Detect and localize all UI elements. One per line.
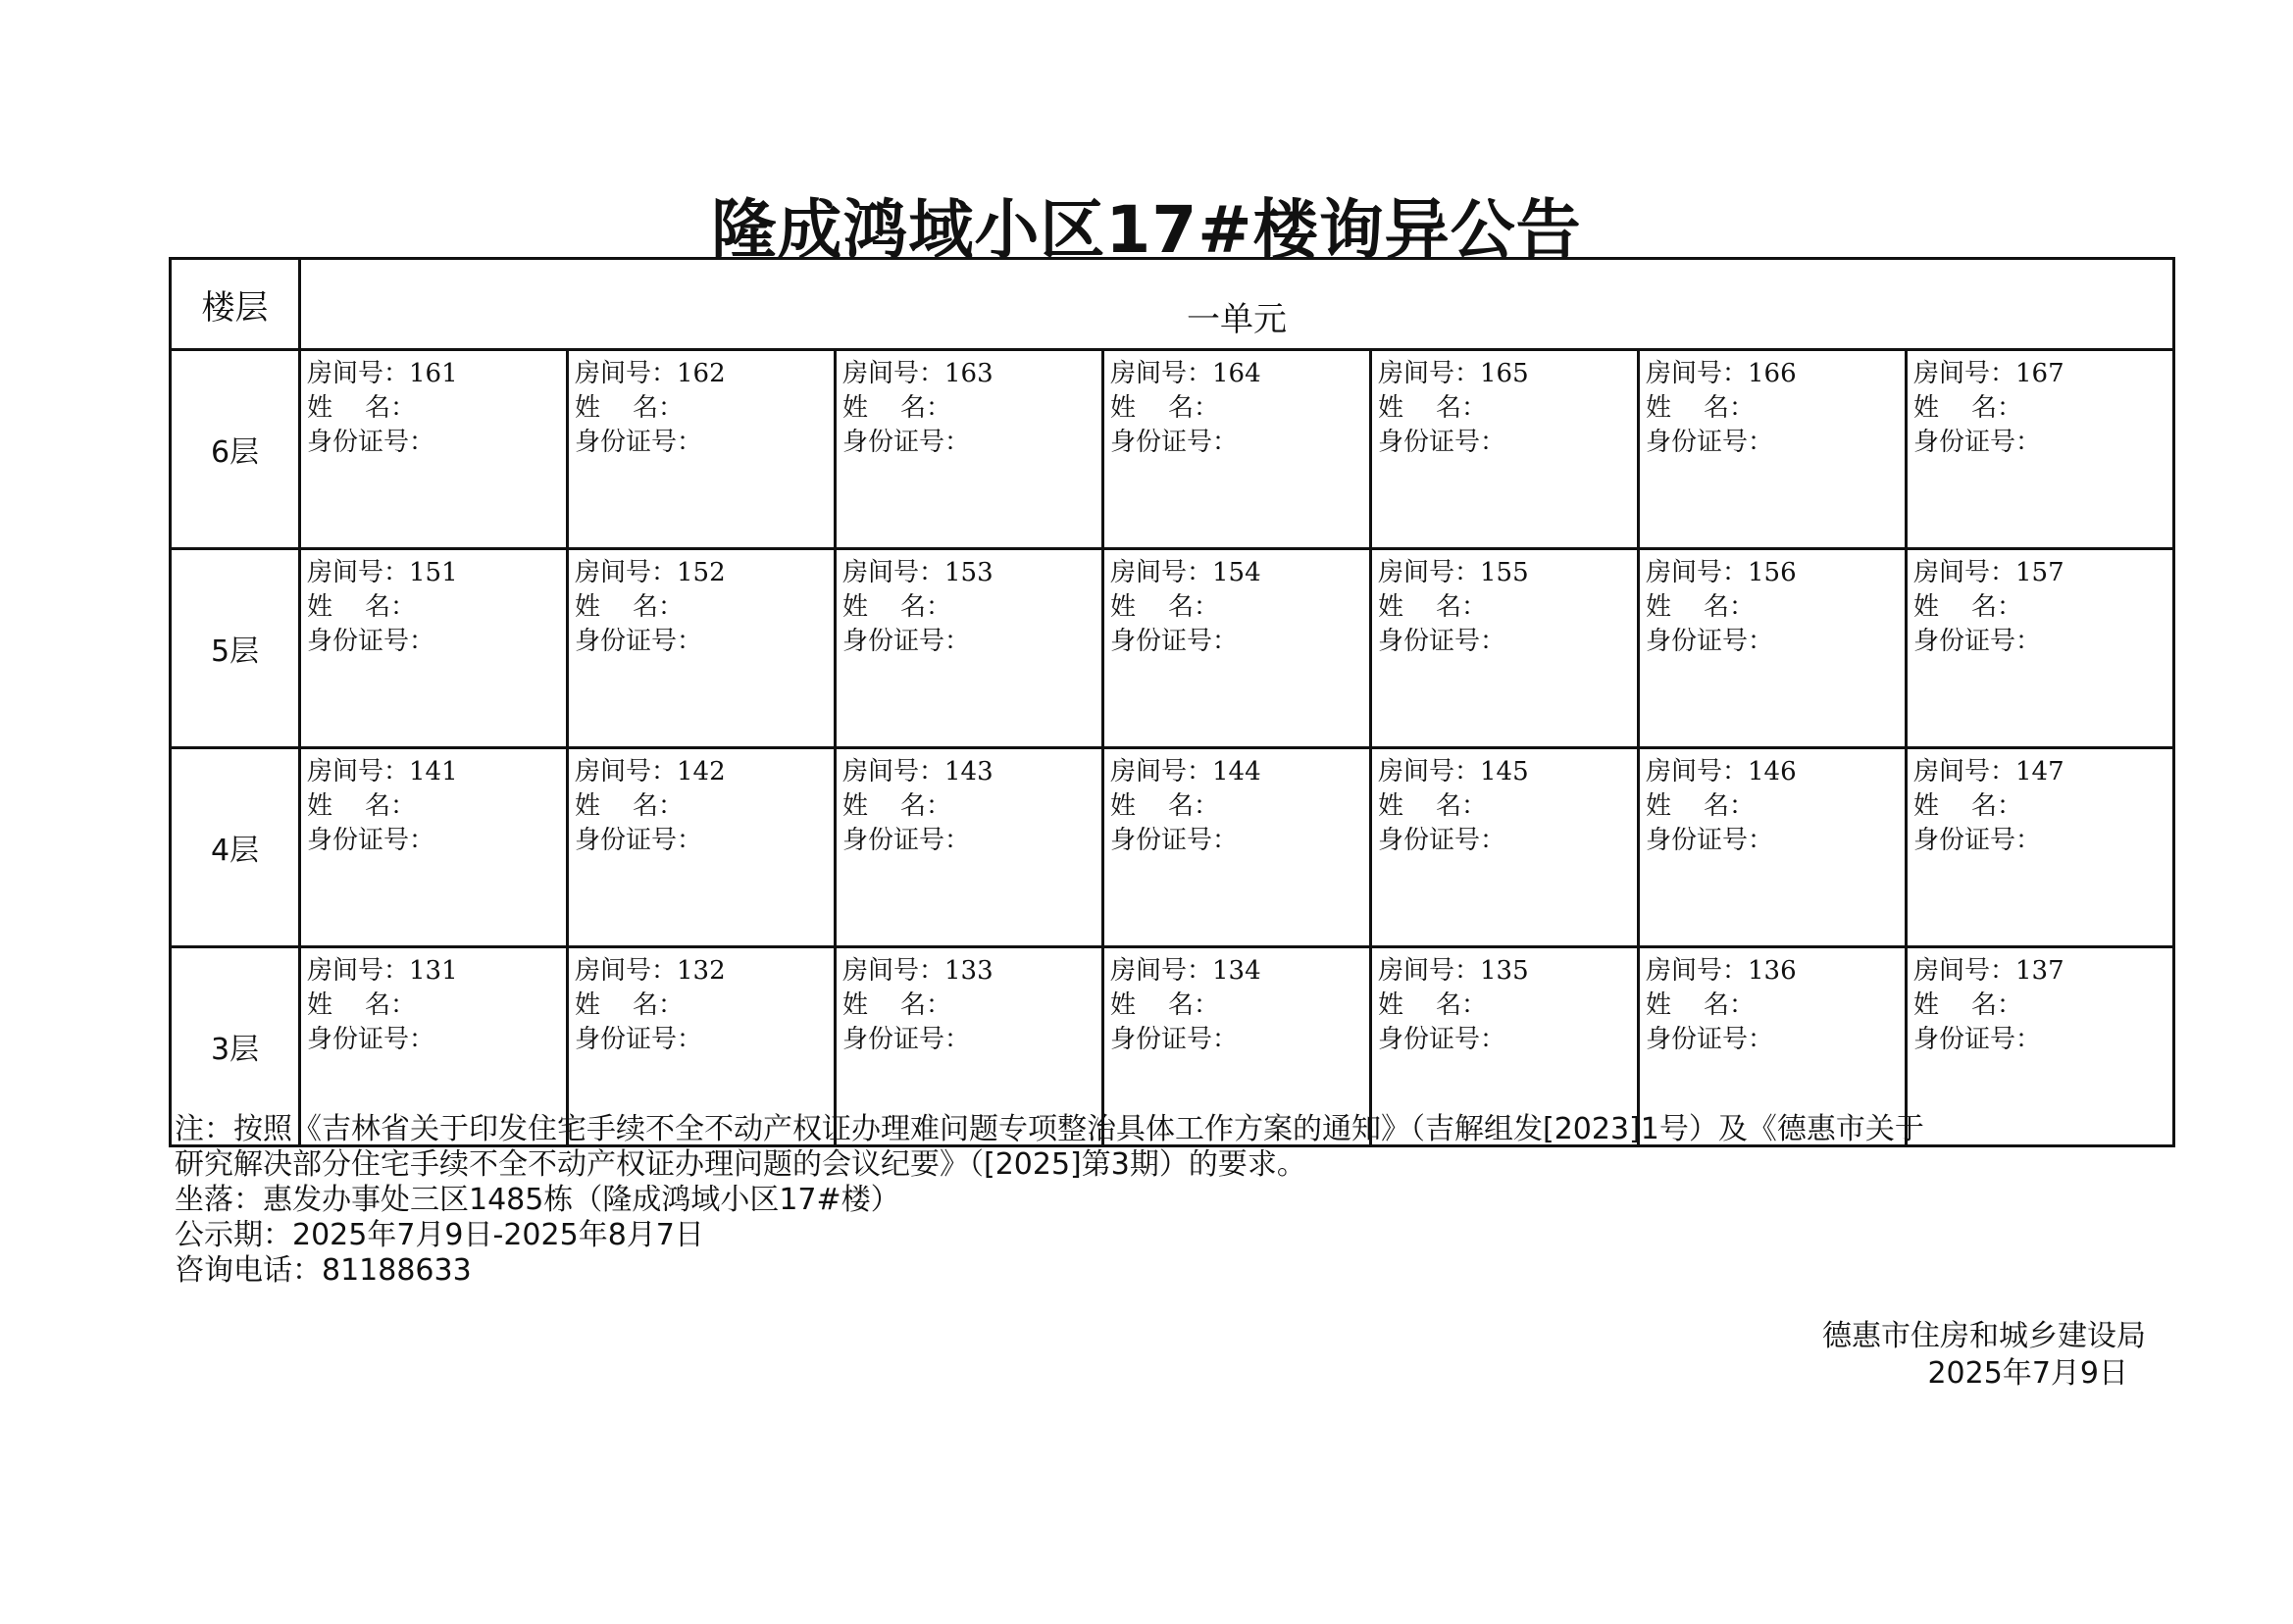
name-label: 姓 名： [842, 990, 952, 1020]
name-label: 姓 名： [1646, 393, 1756, 423]
room-number-label: 房间号： [1110, 757, 1213, 787]
table-body [171, 350, 2174, 1146]
table-row [171, 350, 2174, 549]
phone-note: 咨询电话：81188633 [175, 1253, 472, 1288]
room-cell [836, 350, 1103, 549]
room-cell [1639, 350, 1907, 549]
room-number-line [1378, 556, 1631, 590]
room-number-line [1378, 954, 1631, 989]
name-label: 姓 名： [1378, 393, 1488, 423]
floor-label: 5层 [171, 549, 300, 748]
name-label: 姓 名： [1110, 990, 1220, 1020]
id-number-label: 身份证号： [1110, 627, 1239, 656]
room-number-label: 房间号： [575, 757, 678, 787]
room-number-label: 房间号： [575, 956, 678, 986]
room-number-value: 146 [1748, 757, 1797, 787]
room-cell [836, 549, 1103, 748]
id-number-label: 身份证号： [307, 627, 435, 656]
room-cell [1639, 549, 1907, 748]
room-number-line [575, 755, 828, 789]
id-number-label: 身份证号： [842, 826, 971, 855]
table-row [171, 549, 2174, 748]
room-number-value: 154 [1212, 558, 1261, 587]
room-number-value: 163 [944, 359, 994, 388]
name-label: 姓 名： [842, 791, 952, 821]
location-note: 坐落：惠发办事处三区1485栋（隆成鸿域小区17#楼） [175, 1183, 900, 1217]
room-number-value: 144 [1212, 757, 1261, 787]
room-number-line [1646, 556, 1899, 590]
id-number-label: 身份证号： [1378, 1025, 1506, 1054]
room-number-label: 房间号： [575, 558, 678, 587]
room-number-value: 152 [677, 558, 726, 587]
room-number-line [575, 357, 828, 391]
room-number-label: 房间号： [1110, 359, 1213, 388]
room-number-value: 141 [409, 757, 458, 787]
issuing-organization: 德惠市住房和城乡建设局 [1822, 1319, 2146, 1353]
name-label: 姓 名： [1378, 592, 1488, 622]
table-row [171, 748, 2174, 947]
name-label: 姓 名： [1646, 990, 1756, 1020]
room-number-line [842, 755, 1096, 789]
room-number-value: 162 [677, 359, 726, 388]
room-number-label: 房间号： [307, 558, 410, 587]
room-cell [1907, 748, 2174, 947]
room-number-line [1646, 755, 1899, 789]
id-number-label: 身份证号： [1378, 627, 1506, 656]
id-number-label: 身份证号： [1913, 428, 2042, 457]
room-number-value: 135 [1480, 956, 1529, 986]
unit-header: 一单元 [300, 259, 2174, 350]
room-cell [568, 748, 836, 947]
id-number-label: 身份证号： [1110, 826, 1239, 855]
id-number-label: 身份证号： [1646, 1025, 1774, 1054]
floor-label: 6层 [171, 350, 300, 549]
room-cell [1907, 549, 2174, 748]
room-number-value: 165 [1480, 359, 1529, 388]
room-number-line [1913, 954, 2166, 989]
room-number-value: 157 [2015, 558, 2064, 587]
name-label: 姓 名： [1913, 791, 2023, 821]
room-number-line [1110, 954, 1363, 989]
name-label: 姓 名： [307, 791, 417, 821]
room-cell [568, 549, 836, 748]
room-number-label: 房间号： [1378, 956, 1481, 986]
room-number-label: 房间号： [1913, 956, 2016, 986]
room-cell [568, 350, 836, 549]
id-number-label: 身份证号： [307, 428, 435, 457]
name-label: 姓 名： [1646, 791, 1756, 821]
room-number-label: 房间号： [1913, 359, 2016, 388]
name-label: 姓 名： [575, 791, 685, 821]
room-number-line [1913, 755, 2166, 789]
id-number-label: 身份证号： [575, 627, 703, 656]
room-number-value: 147 [2015, 757, 2064, 787]
id-number-label: 身份证号： [1646, 826, 1774, 855]
room-cell [1371, 350, 1639, 549]
room-number-value: 132 [677, 956, 726, 986]
id-number-label: 身份证号： [1378, 826, 1506, 855]
room-number-line [1913, 556, 2166, 590]
room-number-value: 167 [2015, 359, 2064, 388]
room-cell [1103, 350, 1371, 549]
id-number-label: 身份证号： [842, 627, 971, 656]
id-number-label: 身份证号： [575, 826, 703, 855]
room-number-line [307, 357, 560, 391]
notes-section [175, 1112, 2185, 1289]
room-number-label: 房间号： [1646, 956, 1749, 986]
room-number-label: 房间号： [307, 359, 410, 388]
room-number-line [1110, 755, 1363, 789]
room-number-value: 134 [1212, 956, 1261, 986]
room-number-label: 房间号： [575, 359, 678, 388]
signature-block [1822, 1318, 2146, 1393]
room-number-value: 145 [1480, 757, 1529, 787]
name-label: 姓 名： [1913, 393, 2023, 423]
id-number-label: 身份证号： [575, 428, 703, 457]
room-cell [1907, 350, 2174, 549]
room-cell [1103, 549, 1371, 748]
room-number-label: 房间号： [1913, 757, 2016, 787]
room-number-line [842, 954, 1096, 989]
basis-note-line1: 注：按照《吉林省关于印发住宅手续不全不动产权证办理难问题专项整治具体工作方案的通知》（吉解组发[2023]1号）及《德惠市关于 [175, 1112, 1924, 1146]
id-number-label: 身份证号： [575, 1025, 703, 1054]
room-number-label: 房间号： [1646, 558, 1749, 587]
floor-label: 4层 [171, 748, 300, 947]
room-number-label: 房间号： [1378, 757, 1481, 787]
name-label: 姓 名： [1110, 791, 1220, 821]
room-number-line [307, 954, 560, 989]
page-title: 隆成鸿域小区17#楼询异公告 [711, 192, 1582, 268]
name-label: 姓 名： [307, 990, 417, 1020]
room-number-line [1378, 357, 1631, 391]
room-number-label: 房间号： [1913, 558, 2016, 587]
name-label: 姓 名： [1110, 592, 1220, 622]
room-number-line [842, 357, 1096, 391]
name-label: 姓 名： [307, 592, 417, 622]
room-cell [836, 748, 1103, 947]
room-number-value: 166 [1748, 359, 1797, 388]
id-number-label: 身份证号： [307, 826, 435, 855]
room-cell [1103, 748, 1371, 947]
room-number-label: 房间号： [842, 359, 945, 388]
room-table [169, 257, 2175, 1147]
basis-note-line2: 研究解决部分住宅手续不全不动产权证办理问题的会议纪要》（[2025]第3期）的要求。 [175, 1147, 1306, 1182]
id-number-label: 身份证号： [1646, 627, 1774, 656]
room-number-label: 房间号： [1646, 757, 1749, 787]
floor-label: 3层 [171, 947, 300, 1146]
room-number-value: 155 [1480, 558, 1529, 587]
room-number-value: 136 [1748, 956, 1797, 986]
room-number-value: 153 [944, 558, 994, 587]
room-number-label: 房间号： [1646, 359, 1749, 388]
id-number-label: 身份证号： [842, 1025, 971, 1054]
id-number-label: 身份证号： [1110, 1025, 1239, 1054]
name-label: 姓 名： [1646, 592, 1756, 622]
room-number-label: 房间号： [1110, 558, 1213, 587]
room-number-line [1646, 357, 1899, 391]
room-cell [1371, 549, 1639, 748]
room-number-value: 133 [944, 956, 994, 986]
name-label: 姓 名： [307, 393, 417, 423]
room-number-value: 156 [1748, 558, 1797, 587]
id-number-label: 身份证号： [842, 428, 971, 457]
room-number-label: 房间号： [842, 757, 945, 787]
room-number-value: 143 [944, 757, 994, 787]
id-number-label: 身份证号： [1646, 428, 1774, 457]
room-number-line [1646, 954, 1899, 989]
name-label: 姓 名： [1913, 592, 2023, 622]
room-number-line [307, 755, 560, 789]
id-number-label: 身份证号： [1378, 428, 1506, 457]
name-label: 姓 名： [842, 393, 952, 423]
room-number-label: 房间号： [1110, 956, 1213, 986]
room-number-label: 房间号： [842, 558, 945, 587]
room-number-label: 房间号： [307, 757, 410, 787]
room-cell [300, 549, 568, 748]
id-number-label: 身份证号： [307, 1025, 435, 1054]
room-number-line [1913, 357, 2166, 391]
name-label: 姓 名： [575, 592, 685, 622]
room-number-line [575, 556, 828, 590]
room-number-value: 142 [677, 757, 726, 787]
name-label: 姓 名： [1913, 990, 2023, 1020]
id-number-label: 身份证号： [1913, 627, 2042, 656]
room-number-value: 164 [1212, 359, 1261, 388]
room-cell [1639, 748, 1907, 947]
period-note: 公示期：2025年7月9日-2025年8月7日 [175, 1218, 704, 1252]
name-label: 姓 名： [575, 393, 685, 423]
room-number-line [842, 556, 1096, 590]
id-number-label: 身份证号： [1913, 1025, 2042, 1054]
room-number-label: 房间号： [1378, 558, 1481, 587]
room-number-label: 房间号： [1378, 359, 1481, 388]
name-label: 姓 名： [1378, 990, 1488, 1020]
floor-header: 楼层 [171, 259, 300, 350]
room-number-value: 151 [409, 558, 458, 587]
room-number-value: 131 [409, 956, 458, 986]
room-cell [1371, 748, 1639, 947]
room-number-line [1110, 556, 1363, 590]
room-number-label: 房间号： [307, 956, 410, 986]
room-number-line [1110, 357, 1363, 391]
name-label: 姓 名： [1110, 393, 1220, 423]
room-number-line [575, 954, 828, 989]
room-number-value: 137 [2015, 956, 2064, 986]
id-number-label: 身份证号： [1913, 826, 2042, 855]
name-label: 姓 名： [842, 592, 952, 622]
id-number-label: 身份证号： [1110, 428, 1239, 457]
room-number-label: 房间号： [842, 956, 945, 986]
room-number-line [307, 556, 560, 590]
name-label: 姓 名： [575, 990, 685, 1020]
issue-date: 2025年7月9日 [1927, 1356, 2128, 1391]
room-number-line [1378, 755, 1631, 789]
room-cell [300, 350, 568, 549]
name-label: 姓 名： [1378, 791, 1488, 821]
room-cell [300, 748, 568, 947]
room-number-value: 161 [409, 359, 458, 388]
